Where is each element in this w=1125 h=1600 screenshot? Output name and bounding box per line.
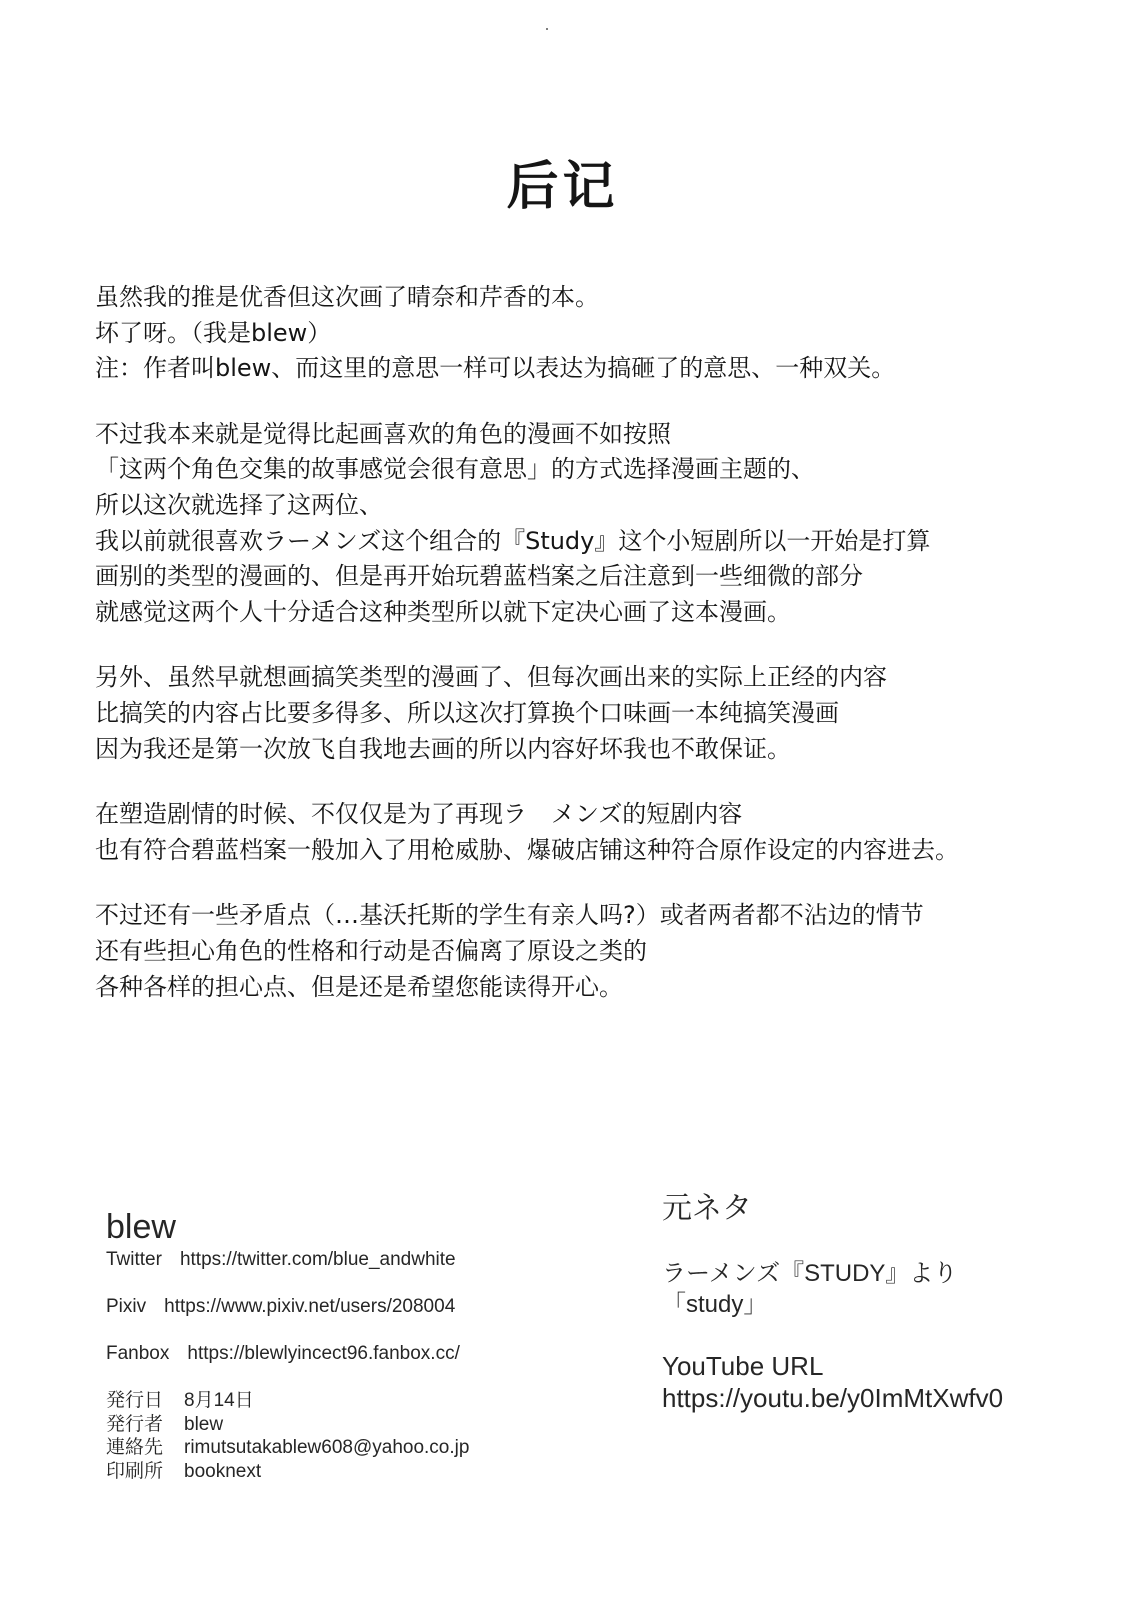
publish-date-value: 8月14日 <box>184 1390 254 1411</box>
publisher-row <box>106 1413 606 1437</box>
afterword-body <box>95 280 1095 1035</box>
text-line: 画别的类型的漫画的、但是再开始玩碧蓝档案之后注意到一些细微的部分 <box>95 562 863 591</box>
text-line: 我以前就很喜欢ラーメンズ这个组合的『Study』这个小短剧所以一开始是打算 <box>95 526 931 555</box>
text-line: 「这两个角色交集的故事感觉会很有意思」的方式选择漫画主题的、 <box>95 455 815 484</box>
printer-key: 印刷所 <box>106 1460 164 1482</box>
publish-date-row <box>106 1389 606 1413</box>
twitter-url: https://twitter.com/blue_andwhite <box>179 1249 456 1270</box>
publisher-key: 発行者 <box>106 1413 164 1435</box>
text-line: 所以这次就选择了这两位、 <box>95 490 383 519</box>
paragraph <box>95 417 1095 631</box>
fanbox-url: https://blewlyincect96.fanbox.cc/ <box>187 1343 460 1364</box>
source-work: ラーメンズ『STUDY』より <box>662 1260 958 1287</box>
publish-date-key: 発行日 <box>106 1390 164 1411</box>
text-line: 不过我本来就是觉得比起画喜欢的角色的漫画不如按照 <box>95 419 671 448</box>
publisher-value: blew <box>184 1413 224 1435</box>
pixiv-url: https://www.pixiv.net/users/208004 <box>164 1296 456 1317</box>
source-heading: 元ネタ <box>662 1192 752 1225</box>
page-title: 后记 <box>506 156 619 217</box>
colophon <box>106 1208 606 1483</box>
text-line: 在塑造剧情的时候、不仅仅是为了再现ラ メンズ的短剧内容 <box>95 800 743 829</box>
paragraph <box>95 660 1095 767</box>
fanbox-label: Fanbox <box>106 1343 170 1364</box>
fanbox-link-row <box>106 1342 606 1366</box>
printer-value: booknext <box>184 1460 262 1482</box>
pixiv-link-row <box>106 1295 606 1319</box>
text-line: 虽然我的推是优香但这次画了晴奈和芹香的本。 <box>95 283 599 311</box>
twitter-link-row <box>106 1248 606 1272</box>
source-sketch-title: 「study」 <box>662 1291 768 1318</box>
paragraph <box>95 898 1095 1005</box>
printer-row <box>106 1460 606 1484</box>
pixiv-label: Pixiv <box>106 1296 147 1317</box>
text-line: 还有些担心角色的性格和行动是否偏离了原设之类的 <box>95 936 647 965</box>
contact-key: 連絡先 <box>106 1437 164 1458</box>
source-material <box>662 1190 1102 1414</box>
author-name: blew <box>106 1208 176 1246</box>
contact-value: rimutsutakablew608@yahoo.co.jp <box>184 1437 470 1458</box>
youtube-url: https://youtu.be/y0ImMtXwfv0 <box>662 1383 1004 1413</box>
text-line: 也有符合碧蓝档案一般加入了用枪威胁、爆破店铺这种符合原作设定的内容进去。 <box>95 835 959 864</box>
text-line: 因为我还是第一次放飞自我地去画的所以内容好坏我也不敢保证。 <box>95 734 791 763</box>
youtube-label: YouTube URL <box>662 1351 824 1381</box>
text-line: 坏了呀。（我是blew） <box>95 318 332 347</box>
text-line: 各种各样的担心点、但是还是希望您能读得开心。 <box>95 972 623 1001</box>
paragraph <box>95 797 1095 868</box>
twitter-label: Twitter <box>106 1249 162 1270</box>
youtube-block <box>662 1350 1102 1414</box>
text-line: 比搞笑的内容占比要多得多、所以这次打算换个口味画一本纯搞笑漫画 <box>95 698 839 727</box>
text-line: 不过还有一些矛盾点（…基沃托斯的学生有亲人吗?）或者两者都不沾边的情节 <box>95 901 924 930</box>
text-line: 就感觉这两个人十分适合这种类型所以就下定决心画了这本漫画。 <box>95 597 791 626</box>
scan-speck <box>546 28 548 30</box>
paragraph <box>95 280 1095 387</box>
text-line: 注：作者叫blew、而这里的意思一样可以表达为搞砸了的意思、一种双关。 <box>95 354 896 383</box>
publication-info <box>106 1389 606 1483</box>
text-line: 另外、虽然早就想画搞笑类型的漫画了、但每次画出来的实际上正经的内容 <box>95 663 887 692</box>
contact-row <box>106 1436 606 1460</box>
